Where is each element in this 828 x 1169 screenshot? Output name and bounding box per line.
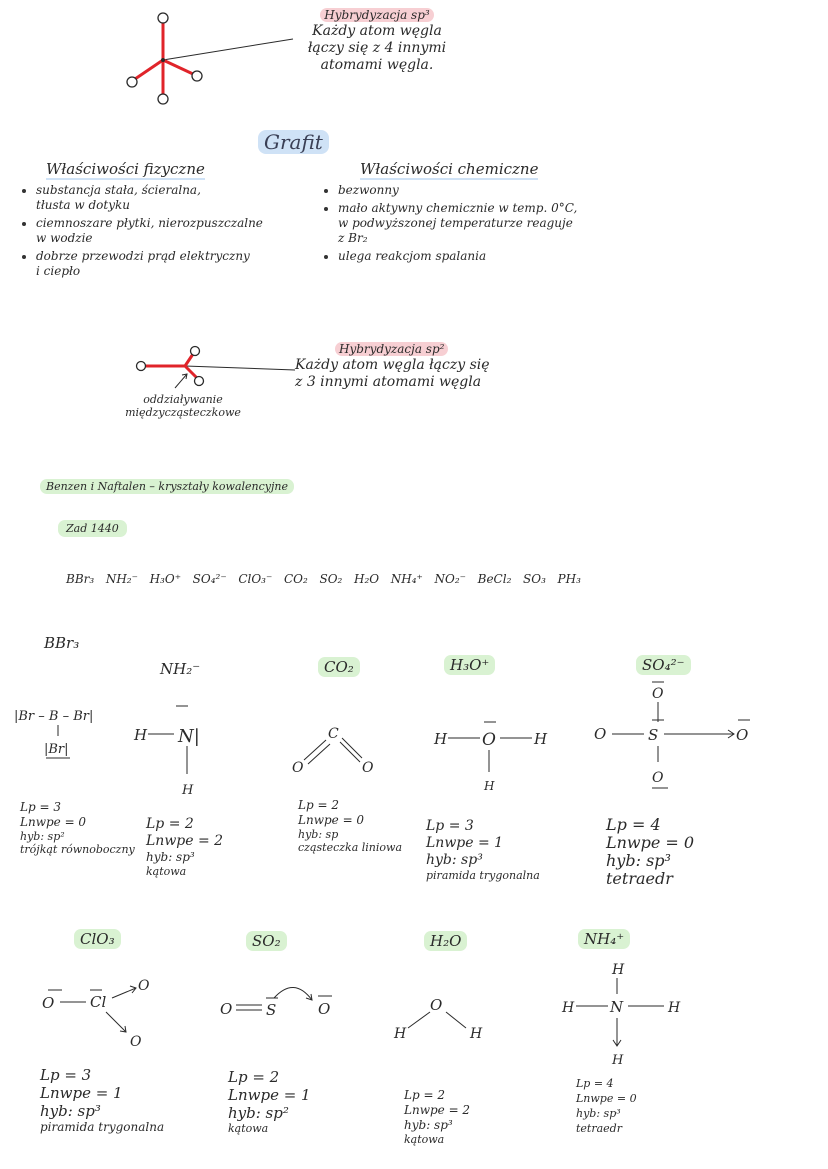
molecule-name-so4: SO₄²⁻ <box>636 656 691 674</box>
molecule-data-co2: Lp = 2 Lnwpe = 0 hyb: sp cząsteczka liniowa <box>298 798 403 854</box>
molecule-name-so2: SO₂ <box>246 932 287 950</box>
formula-item: H₃O⁺ <box>149 572 182 586</box>
interaction-label: oddziaływanie międzycząsteczkowe <box>125 393 241 419</box>
structure-label: H <box>134 726 148 744</box>
structure-label: H <box>470 1026 483 1042</box>
structure-label: H <box>562 1000 575 1016</box>
list-item: • dobrze przewodzi prąd elektryczny i ciepło <box>36 249 290 279</box>
structure-label: O <box>736 726 749 744</box>
sp3-pointer-line <box>163 39 293 60</box>
molecule-data-nh2: Lp = 2 Lnwpe = 2 hyb: sp³ kątowa <box>146 816 224 878</box>
structure-bbr3 <box>10 700 120 770</box>
molecule-name-bbr3: BBr₃ <box>44 634 80 652</box>
sp2-carbon-sketch <box>135 340 305 395</box>
formula-item: BeCl₂ <box>477 572 512 586</box>
formula-item: SO₃ <box>523 572 546 586</box>
structure-label: |Br| <box>44 742 69 757</box>
formula-item: SO₂ <box>319 572 343 586</box>
structure-nh4 <box>556 956 696 1074</box>
sp2-pointer-line <box>185 366 295 370</box>
structure-label: O <box>318 1000 331 1018</box>
structure-label: O <box>138 978 150 994</box>
benzene-line: Benzen i Naftalen – kryształy kowalencyjne <box>40 480 294 493</box>
formula-item: NH₂⁻ <box>105 572 138 586</box>
formula-item: ClO₃⁻ <box>238 572 273 586</box>
sp3-line: łączy się z 4 innymi <box>307 40 447 56</box>
formula-list <box>66 572 581 587</box>
molecule-data-bbr3: Lp = 3 Lnwpe = 0 hyb: sp² trójkąt równoboczny <box>20 800 135 856</box>
sp2-line: z 3 innymi atomami węgla <box>295 374 482 390</box>
molecule-name-nh4: NH₄⁺ <box>578 930 630 948</box>
structure-label: S <box>648 726 659 744</box>
structure-label: O <box>430 996 443 1014</box>
structure-nh2 <box>130 700 220 800</box>
list-item: • bezwonny <box>338 183 612 198</box>
list-item: • ciemnoszare płytki, nierozpuszczalne w wodzie <box>36 216 290 246</box>
molecule-data-h3o: Lp = 3 Lnwpe = 1 hyb: sp³ piramida trygonalna <box>426 818 540 882</box>
structure-label: H <box>394 1026 407 1042</box>
structure-label: O <box>652 686 664 702</box>
chemical-properties-title: Właściwości chemiczne <box>360 160 539 178</box>
formula-item: PH₃ <box>557 572 581 586</box>
structure-label: C <box>328 726 339 742</box>
structure-label: O <box>42 994 55 1012</box>
list-item: • mało aktywny chemicznie w temp. 0°C, w podwyższonej temperaturze reaguje z Br₂ <box>338 201 612 246</box>
exercise-number: Zad 1440 <box>58 522 127 535</box>
formula-item: SO₄²⁻ <box>192 572 227 586</box>
structure-label: S <box>266 1001 277 1019</box>
structure-label: O <box>130 1034 142 1050</box>
formula-item: NO₂⁻ <box>434 572 466 586</box>
structure-label: O <box>594 725 607 743</box>
physical-properties-title: Właściwości fizyczne <box>46 160 205 178</box>
structure-label: H <box>182 783 194 798</box>
sp2-title: Hybrydyzacja sp² <box>335 342 448 356</box>
structure-co2 <box>286 712 386 782</box>
structure-so2 <box>212 970 362 1040</box>
list-item: • substancja stała, ścieralna, tłusta w dotyku <box>36 183 290 213</box>
molecule-name-h3o: H₃O⁺ <box>444 656 495 674</box>
structure-label: O <box>482 730 496 750</box>
sp3-line: atomami węgla. <box>320 57 434 73</box>
molecule-name-co2: CO₂ <box>318 658 360 676</box>
physical-properties-list <box>20 183 290 282</box>
molecule-data-h2o: Lp = 2 Lnwpe = 2 hyb: sp³ kątowa <box>404 1088 471 1146</box>
molecule-name-h2o: H₂O <box>424 932 467 950</box>
molecule-name-clo3: ClO₃ <box>74 930 121 948</box>
structure-label: H <box>668 1000 681 1016</box>
structure-label: O <box>220 1000 233 1018</box>
structure-h3o <box>420 710 570 795</box>
structure-label: H <box>484 779 495 793</box>
list-item: • ulega reakcjom spalania <box>338 249 612 264</box>
formula-item: BBr₃ <box>66 572 95 586</box>
structure-label: H <box>612 1053 624 1068</box>
formula-item: H₂O <box>353 572 380 586</box>
structure-label: |Br – B – Br| <box>14 709 94 724</box>
molecule-name-nh2: NH₂⁻ <box>160 660 201 678</box>
sp3-line: Każdy atom węgla <box>312 23 442 39</box>
page-title: Grafit <box>258 128 329 156</box>
molecule-data-so2: Lp = 2 Lnwpe = 1 hyb: sp² kątowa <box>228 1068 311 1135</box>
structure-label: N <box>610 998 624 1016</box>
molecule-data-nh4: Lp = 4 Lnwpe = 0 hyb: sp³ tetraedr <box>576 1077 637 1135</box>
structure-label: O <box>292 760 304 776</box>
structure-label: O <box>652 770 664 786</box>
chemical-properties-list <box>322 183 612 267</box>
sp3-title: Hybrydyzacja sp³ <box>320 8 433 22</box>
structure-label: H <box>534 730 548 748</box>
formula-item: CO₂ <box>283 572 308 586</box>
structure-h2o <box>390 984 500 1054</box>
structure-label: Cl <box>90 993 107 1011</box>
structure-label: H <box>612 962 625 978</box>
structure-label: N| <box>178 726 200 747</box>
sp3-note <box>292 4 462 74</box>
molecule-data-clo3: Lp = 3 Lnwpe = 1 hyb: sp³ piramida trygonalna <box>40 1066 165 1134</box>
sp3-carbon-sketch <box>115 2 315 112</box>
structure-so4 <box>588 676 778 796</box>
structure-clo3 <box>28 970 178 1060</box>
formula-item: NH₄⁺ <box>390 572 423 586</box>
structure-label: H <box>434 730 448 748</box>
molecule-data-so4: Lp = 4 Lnwpe = 0 hyb: sp³ tetraedr <box>606 815 695 888</box>
sp2-note <box>295 342 535 391</box>
structure-label: O <box>362 760 374 776</box>
sp2-line: Każdy atom węgla łączy się <box>295 357 490 373</box>
